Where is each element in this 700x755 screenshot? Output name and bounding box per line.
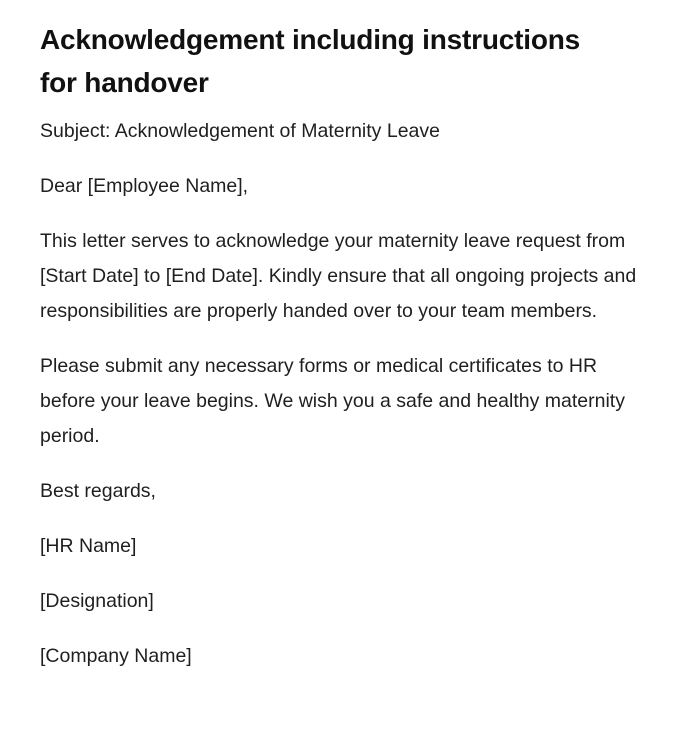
body-paragraph-1: This letter serves to acknowledge your maternity leave request from [Start Date] to [End Date]. Kindly ensure that all ongoing projects and responsibilities are properly handed over to your team members. (40, 230, 637, 322)
signature-company-name: [Company Name] (40, 645, 192, 667)
salutation: Dear [Employee Name], (40, 175, 249, 197)
page-title: Acknowledgement including instructions for handover (40, 24, 580, 98)
signature-hr-name: [HR Name] (40, 535, 137, 557)
body-paragraph-2: Please submit any necessary forms or medical certificates to HR before your leave begins. We wish you a safe and healthy maternity period. (40, 355, 625, 447)
closing-line: Best regards, (40, 480, 156, 502)
letter-body (40, 114, 640, 674)
subject-line: Subject: Acknowledgement of Maternity Leave (40, 120, 440, 142)
signature-designation: [Designation] (40, 590, 154, 612)
